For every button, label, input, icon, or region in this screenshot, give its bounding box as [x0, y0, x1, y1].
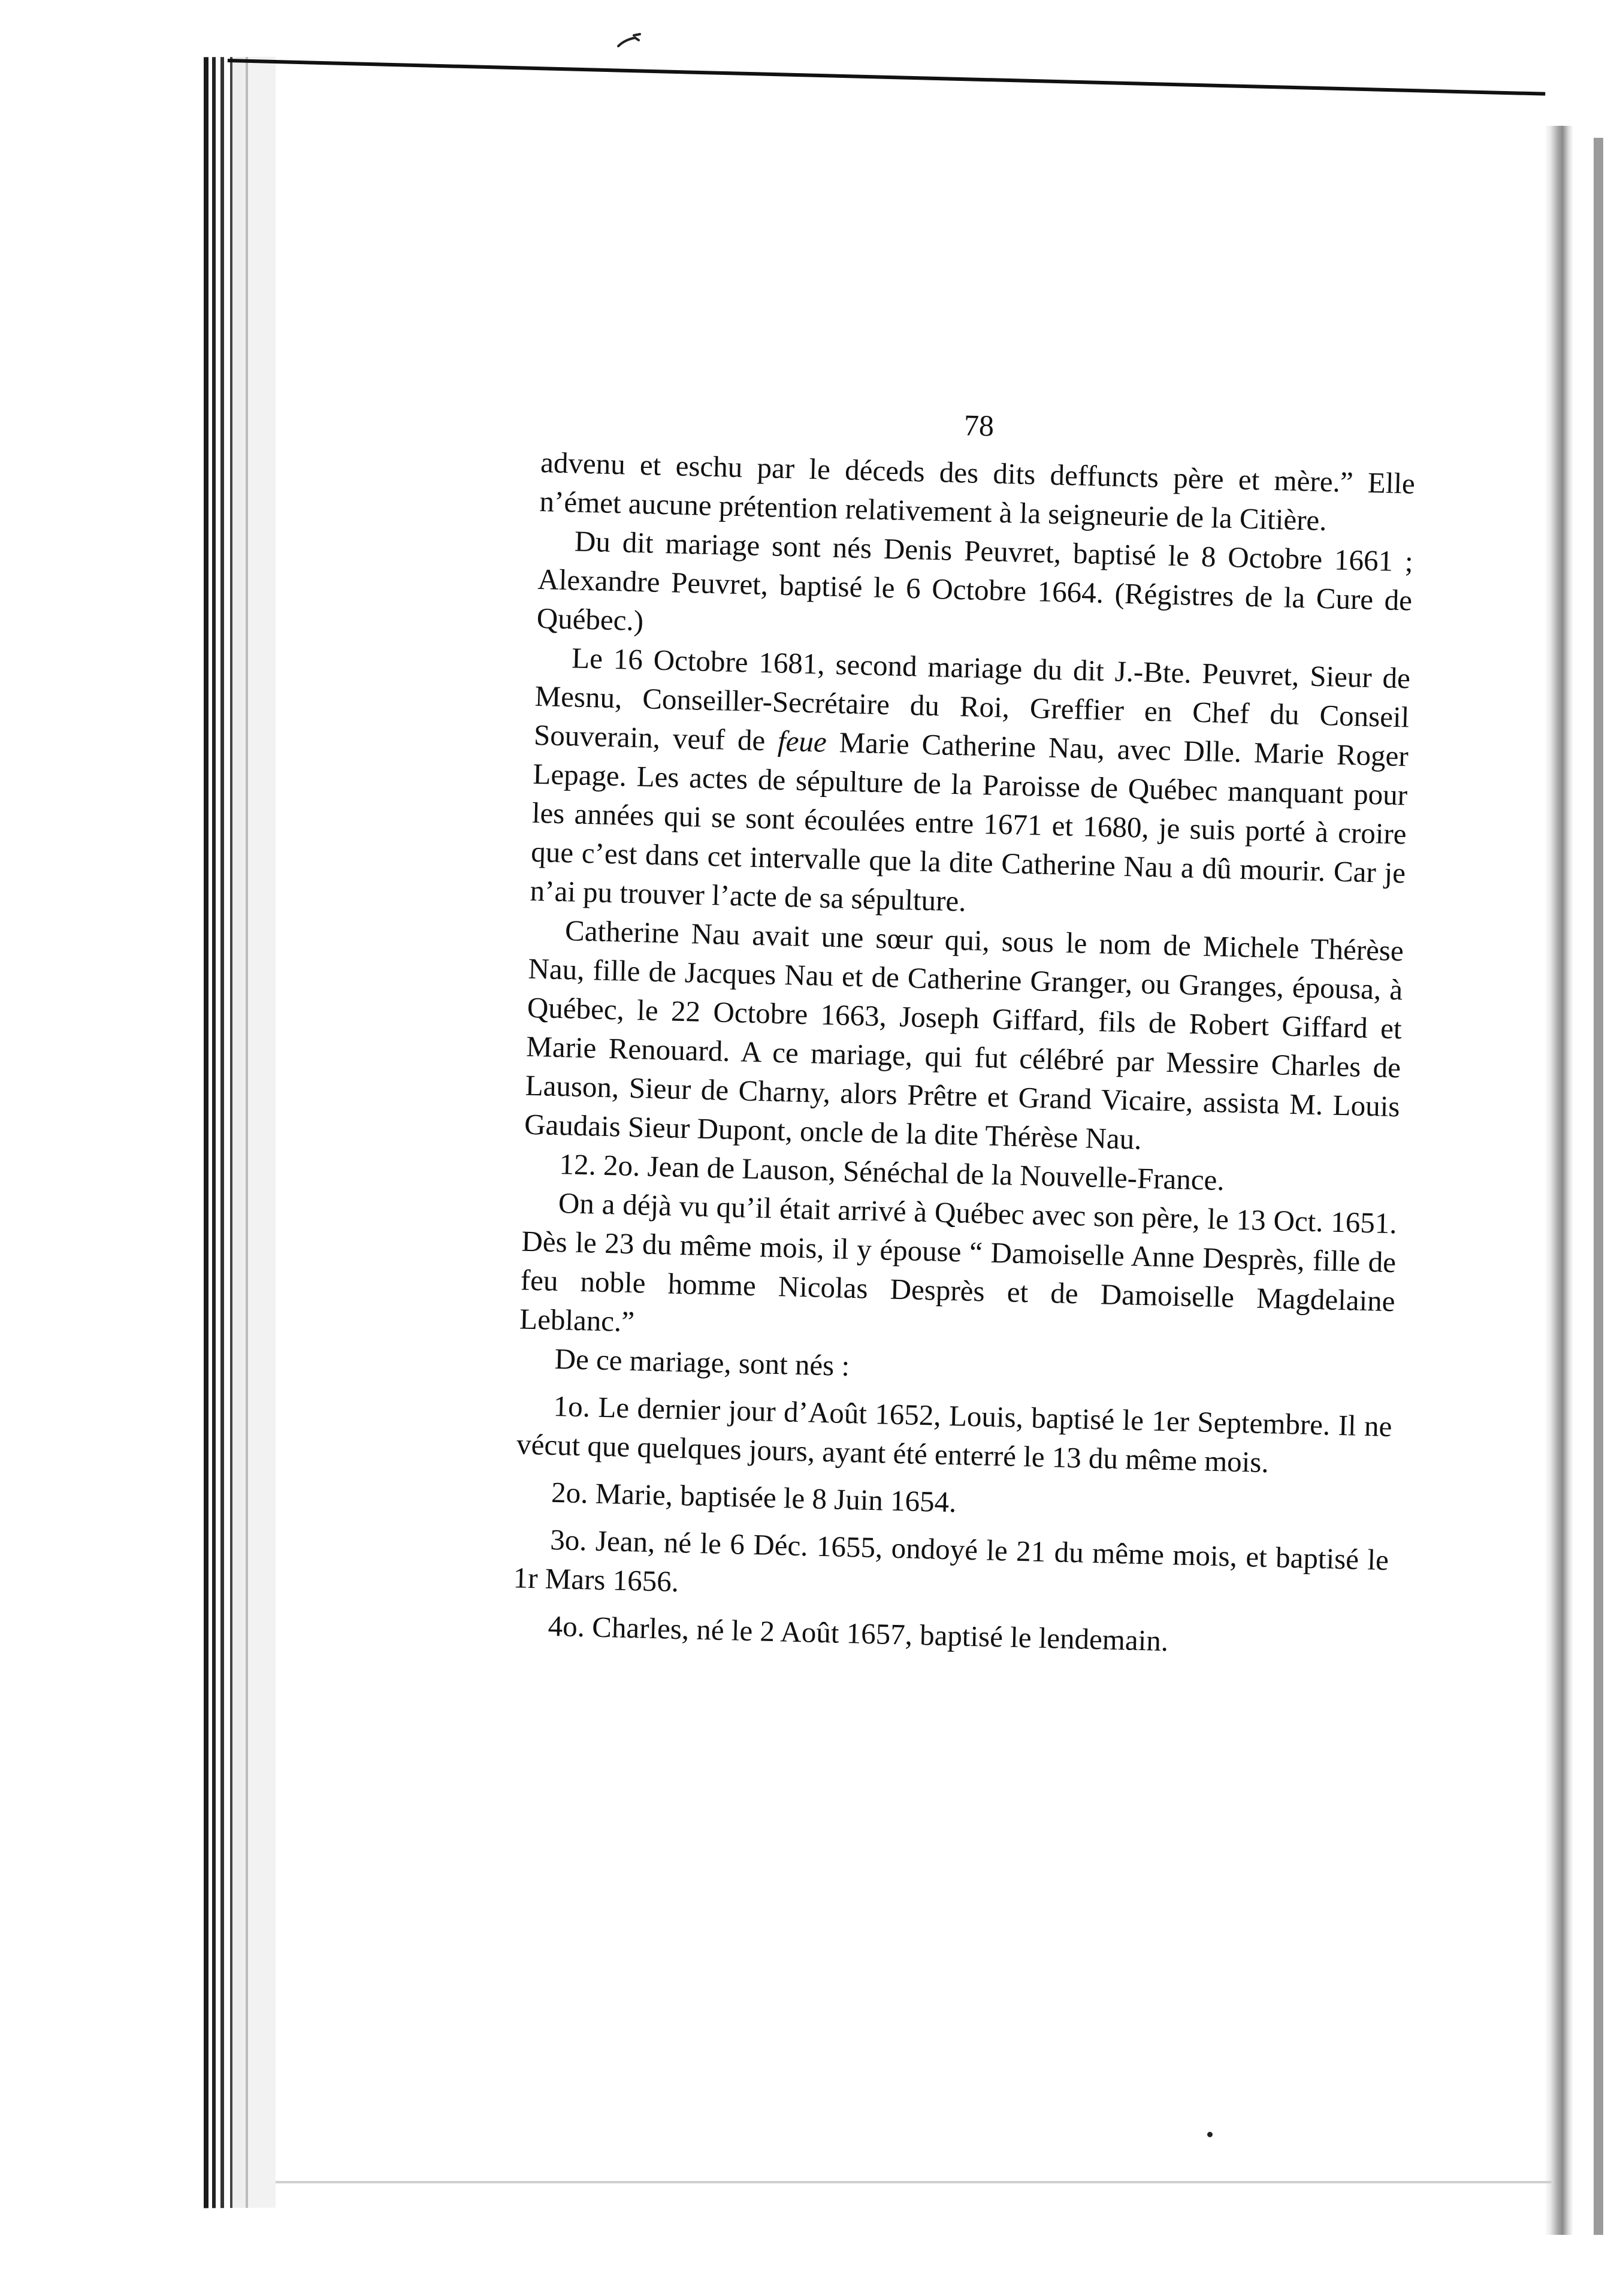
page-number: 78	[963, 408, 995, 443]
paragraph-4: Catherine Nau avait une sœur qui, sous le nom de Michele Thérèse Nau, fille de Jacques Nau et de Catherine Granger, ou Granges, épousa, à Québec, le 22 Octobre 1663, Joseph Giffard, fils de Robert Giffard et Marie Renouard. A ce mariage, qui fut célébré par Messire Charles de Lauson, Sieur de Charny, alors Prêtre et Grand Vicaire, assista M. Louis Gaudais Sieur Dupont, oncle de la dite Thérèse Nau.	[524, 914, 1404, 1156]
paragraph-2: Du dit mariage sont nés Denis Peuvret, baptisé le 8 Octobre 1661 ; Alexandre Peuvret, baptisé le 6 Octobre 1664. (Régistres de la Cure de Québec.)	[536, 524, 1414, 638]
paragraph-3-text-a: Le 16 Octobre 1681, second mariage du dit J.-Bte. Peuvret, Sieur de Mesnu, Conseiller-Secrétaire du Roi, Greffier en Chef du Conseil Souverain, veuf de	[533, 641, 1411, 757]
page-top-edge	[228, 59, 1545, 96]
paragraph-3	[530, 638, 1411, 932]
list-item: 1o. Le dernier jour d’Août 1652, Louis, baptisé le 1er Septembre. Il ne vécut que quelques jours, ayant été enterré le 13 du même mois.	[516, 1389, 1393, 1479]
paragraph-3-text-b: Marie Catherine Nau, avec Dlle. Marie Roger Lepage. Les actes de sépulture de la Paroisse de Québec manquant pour les années qui se sont écoulées entre 1671 et 1680, je suis porté à croire que c’est dans cet intervalle que la dite Catherine Nau a dû mourir. Car je n’ai pu trouver l’acte de sa sépulture.	[530, 726, 1409, 918]
page-bottom-edge	[276, 2181, 1552, 2183]
list-item: 3o. Jean, né le 6 Déc. 1655, ondoyé le 21 du même mois, et baptisé le 1r Mars 1656.	[513, 1522, 1389, 1599]
paragraph-1: advenu et eschu par le déceds des dits deffuncts père et mère.” Elle n’émet aucune prétention relativement à la seigneurie de la Citière.	[539, 445, 1416, 537]
section-heading: 12. 2o. Jean de Lauson, Sénéchal de la Nouvelle-France.	[559, 1147, 1225, 1197]
paragraph-5: On a déjà vu qu’il était arrivé à Québec avec son père, le 13 Oct. 1651. Dès le 23 du même mois, il y épouse “ Damoiselle Anne Desprès, fille de feu noble homme Nicolas Desprès et de Damoiselle Magdelaine Leblanc.”	[519, 1186, 1398, 1339]
paragraph-6: De ce mariage, sont nés :	[554, 1342, 850, 1383]
page-gutter-shadow	[1545, 126, 1573, 2235]
list-item: 2o. Marie, baptisée le 8 Juin 1654.	[551, 1475, 957, 1519]
paragraph-3-italic: feue	[777, 724, 827, 759]
facing-page-edge	[1594, 138, 1603, 2235]
scan-mark-icon	[617, 33, 642, 49]
book-page-edges	[204, 57, 276, 2209]
list-item: 4o. Charles, né le 2 Août 1657, baptisé le lendemain.	[548, 1609, 1169, 1658]
ink-speck	[1207, 2132, 1213, 2137]
page-text	[512, 395, 1417, 1666]
